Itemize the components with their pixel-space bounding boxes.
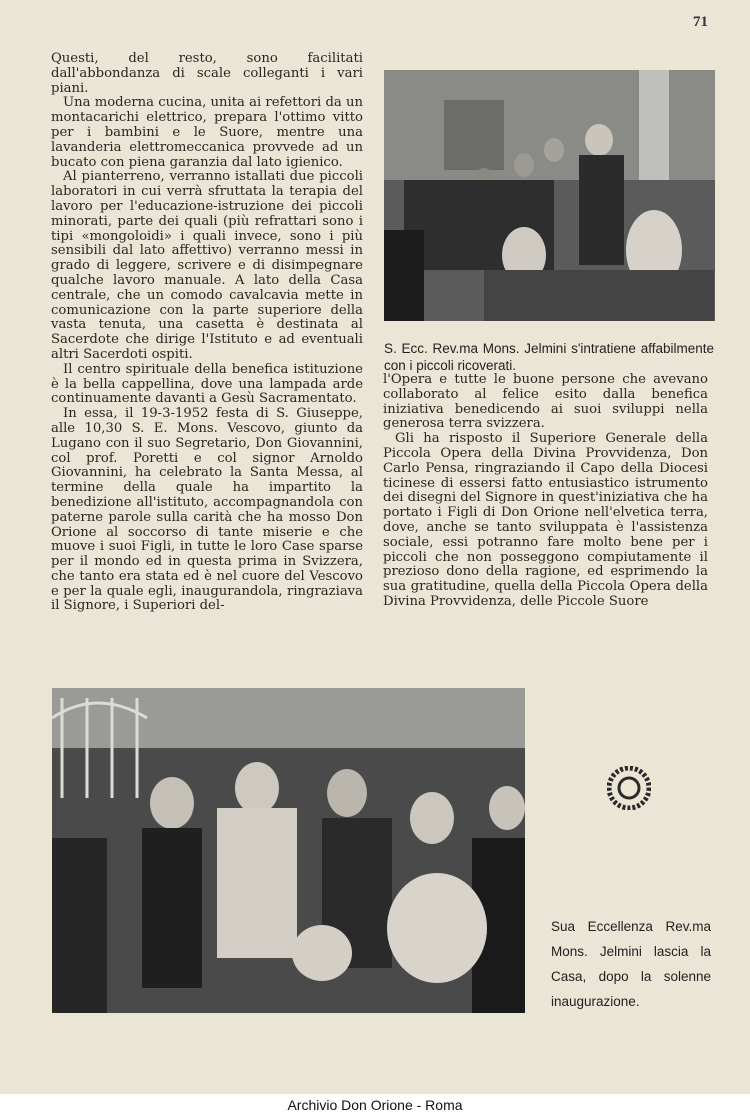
photo-bishop-leaving-house — [52, 688, 525, 1013]
article-paragraph: l'Opera e tutte le buone persone che avevano collaborato al felice esito dalla benefica iniziativa benedicendo ai suoi sviluppi nella generosa terra svizzera. — [383, 372, 708, 432]
article-left-column — [51, 52, 363, 614]
article-paragraph: Il centro spirituale della benefica istituzione è la bella cappellina, dove una lampada arde continuamente davanti a Gesù Sacramentato. — [51, 361, 363, 407]
caption-top-photo: S. Ecc. Rev.ma Mons. Jelmini s'intratiene affabilmente con i piccoli ricoverati. — [384, 341, 714, 373]
article-paragraph: Questi, del resto, sono facilitati dall'abbondanza di scale colleganti i vari piani. — [51, 51, 363, 96]
article-right-column — [383, 373, 708, 610]
article-paragraph: Al pianterreno, verranno istallati due piccoli laboratori in cui verrà sfruttata la terapia del lavoro per l'educazione-istruzione dei piccoli minorati, parte dei quali (più refrattari sono i tipi «mongoloidi» i quali invece, sono i più sensibili dal lato affettivo) verranno messi in grado di leggere, scrivere e di disimpegnare qualche lavoro manuale. A lato della Casa centrale, che un comodo cavalcavia mette in comunicazione con la parte superiore della vasta tenuta, una casetta è destinata al Sacerdote che dirige l'Istituto e ad eventuali altri Sacerdoti ospiti. — [51, 169, 363, 362]
article-paragraph: Gli ha risposto il Superiore Generale della Piccola Opera della Divina Provvidenza, Don Carlo Pensa, ringraziando il Capo della Diocesi ticinese di essersi fatto entusiastico istrumento dei disegni del Signore in quest'iniziativa che ha portato i Figli di Don Orione nell'elvetica terra, dove, anche se tanto sviluppata è l'assistenza sociale, essi potranno fare molto bene per i piccoli che non posseggono compiutamente il prezioso dono della ragione, ed esprimendo la sua gratitudine, quella della Piccola Opera della Divina Provvidenza, delle Piccole Suore — [383, 431, 708, 609]
article-paragraph: Una moderna cucina, unita ai refettori da un montacarichi elettrico, prepara l'ottimo vitto per i bambini e le Suore, mentre una lavanderia elettromeccanica provvede ad un bucato con piena garanzia dal lato igienico. — [51, 95, 363, 170]
ornament-icon — [607, 766, 651, 810]
caption-bottom-photo: Sua Eccellenza Rev.ma Mons. Jelmini lascia la Casa, dopo la solenne inaugurazione. — [551, 919, 711, 1009]
archive-footer: Archivio Don Orione - Roma — [287, 1097, 463, 1113]
page-number: 71 — [693, 14, 708, 30]
photo-bishop-with-children — [384, 70, 715, 321]
article-paragraph: In essa, il 19-3-1952 festa di S. Giuseppe, alle 10,30 S. E. Mons. Vescovo, giunto da Lugano con il suo Segretario, Don Giovannini, col prof. Poretti e col signor Arnoldo Giovannini, ha celebrato la Santa Messa, al termine della quale ha impartito la benedizione all'istituto, accompagnandola con paterne parole sulla carità che ha mosso Don Orione al soccorso di tante miserie e che muove i suoi Figli, in tutte le loro Case sparse per il mondo ed in questa prima in Svizzera, che tanto era stata ed è nel cuore del Vescovo e per la quale egli, inaugurandola, ringraziava il Signore, i Superiori del- — [51, 406, 363, 614]
